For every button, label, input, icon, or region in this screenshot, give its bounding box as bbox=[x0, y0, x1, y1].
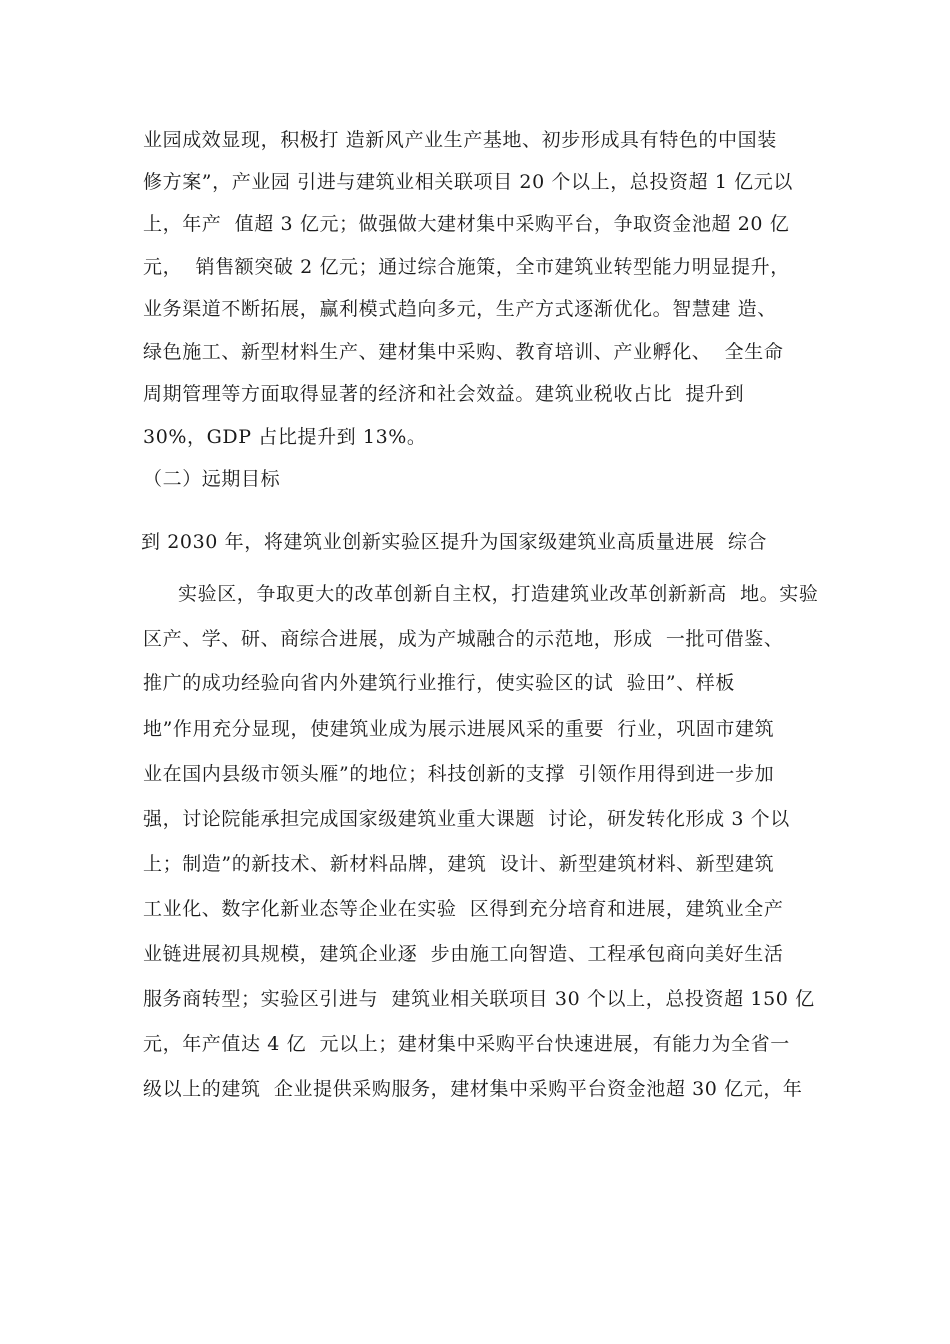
text-line bbox=[143, 1112, 823, 1156]
text-line: 元， 销售额突破 2 亿元；通过综合施策，全市建筑业转型能力明显提升， bbox=[143, 256, 790, 278]
text-line: 上；制造”的新技术、新材料品牌，建筑 设计、新型建筑材料、新型建筑 bbox=[143, 853, 775, 875]
section-heading: 到 2030 年，将建筑业创新实验区提升为国家级建筑业高质量进展 综合 bbox=[141, 531, 768, 553]
text-line: 工业化、数字化新业态等企业在实验 区得到充分培育和进展，建筑业全产 bbox=[143, 898, 784, 920]
text-line: 级以上的建筑 企业提供采购服务，建材集中采购平台资金池超 30 亿元，年 bbox=[143, 1078, 803, 1100]
text-line: 上，年产 值超 3 亿元；做强做大建材集中采购平台，争取资金池超 20 亿 bbox=[143, 213, 790, 235]
text-line: （二）远期目标 bbox=[143, 468, 281, 490]
text-line: 元，年产值达 4 亿 元以上；建材集中采购平台快速进展，有能力为全省一 bbox=[143, 1033, 790, 1055]
text-line: 修方案”，产业园 引进与建筑业相关联项目 20 个以上，总投资超 1 亿元以 bbox=[143, 171, 793, 193]
text-line bbox=[143, 1157, 823, 1201]
text-line: 绿色施工、新型材料生产、建材集中采购、教育培训、产业孵化、 全生命 bbox=[143, 341, 784, 363]
text-line: 地”作用充分显现，使建筑业成为展示进展风采的重要 行业，巩固市建筑 bbox=[143, 718, 775, 740]
text-line: 推广的成功经验向省内外建筑行业推行，使实验区的试 验田”、样板 bbox=[143, 672, 735, 694]
text-line: 强，讨论院能承担完成国家级建筑业重大课题 讨论，研发转化形成 3 个以 bbox=[143, 808, 790, 830]
text-line: 业链进展初具规模，建筑企业逐 步由施工向智造、工程承包商向美好生活 bbox=[143, 943, 784, 965]
text-line: 业在国内县级市领头雁”的地位；科技创新的支撑 引领作用得到进一步加 bbox=[143, 763, 775, 785]
text-line: 区产、学、研、商综合进展，成为产城融合的示范地，形成 一批可借鉴、 bbox=[143, 628, 784, 650]
text-line: 30%，GDP 占比提升到 13%。 bbox=[143, 426, 427, 448]
text-line: 实验区，争取更大的改革创新自主权，打造建筑业改革创新新高 地。实验 bbox=[178, 583, 819, 605]
text-line: 业务渠道不断拓展，赢利模式趋向多元，生产方式逐渐优化。智慧建 造、 bbox=[143, 298, 777, 320]
text-line: 业园成效显现，积极打 造新风产业生产基地、初步形成具有特色的中国装 bbox=[143, 129, 777, 151]
text-line: 周期管理等方面取得显著的经济和社会效益。建筑业税收占比 提升到 bbox=[143, 383, 745, 405]
text-line: 服务商转型；实验区引进与 建筑业相关联项目 30 个以上，总投资超 150 亿 bbox=[143, 988, 815, 1010]
